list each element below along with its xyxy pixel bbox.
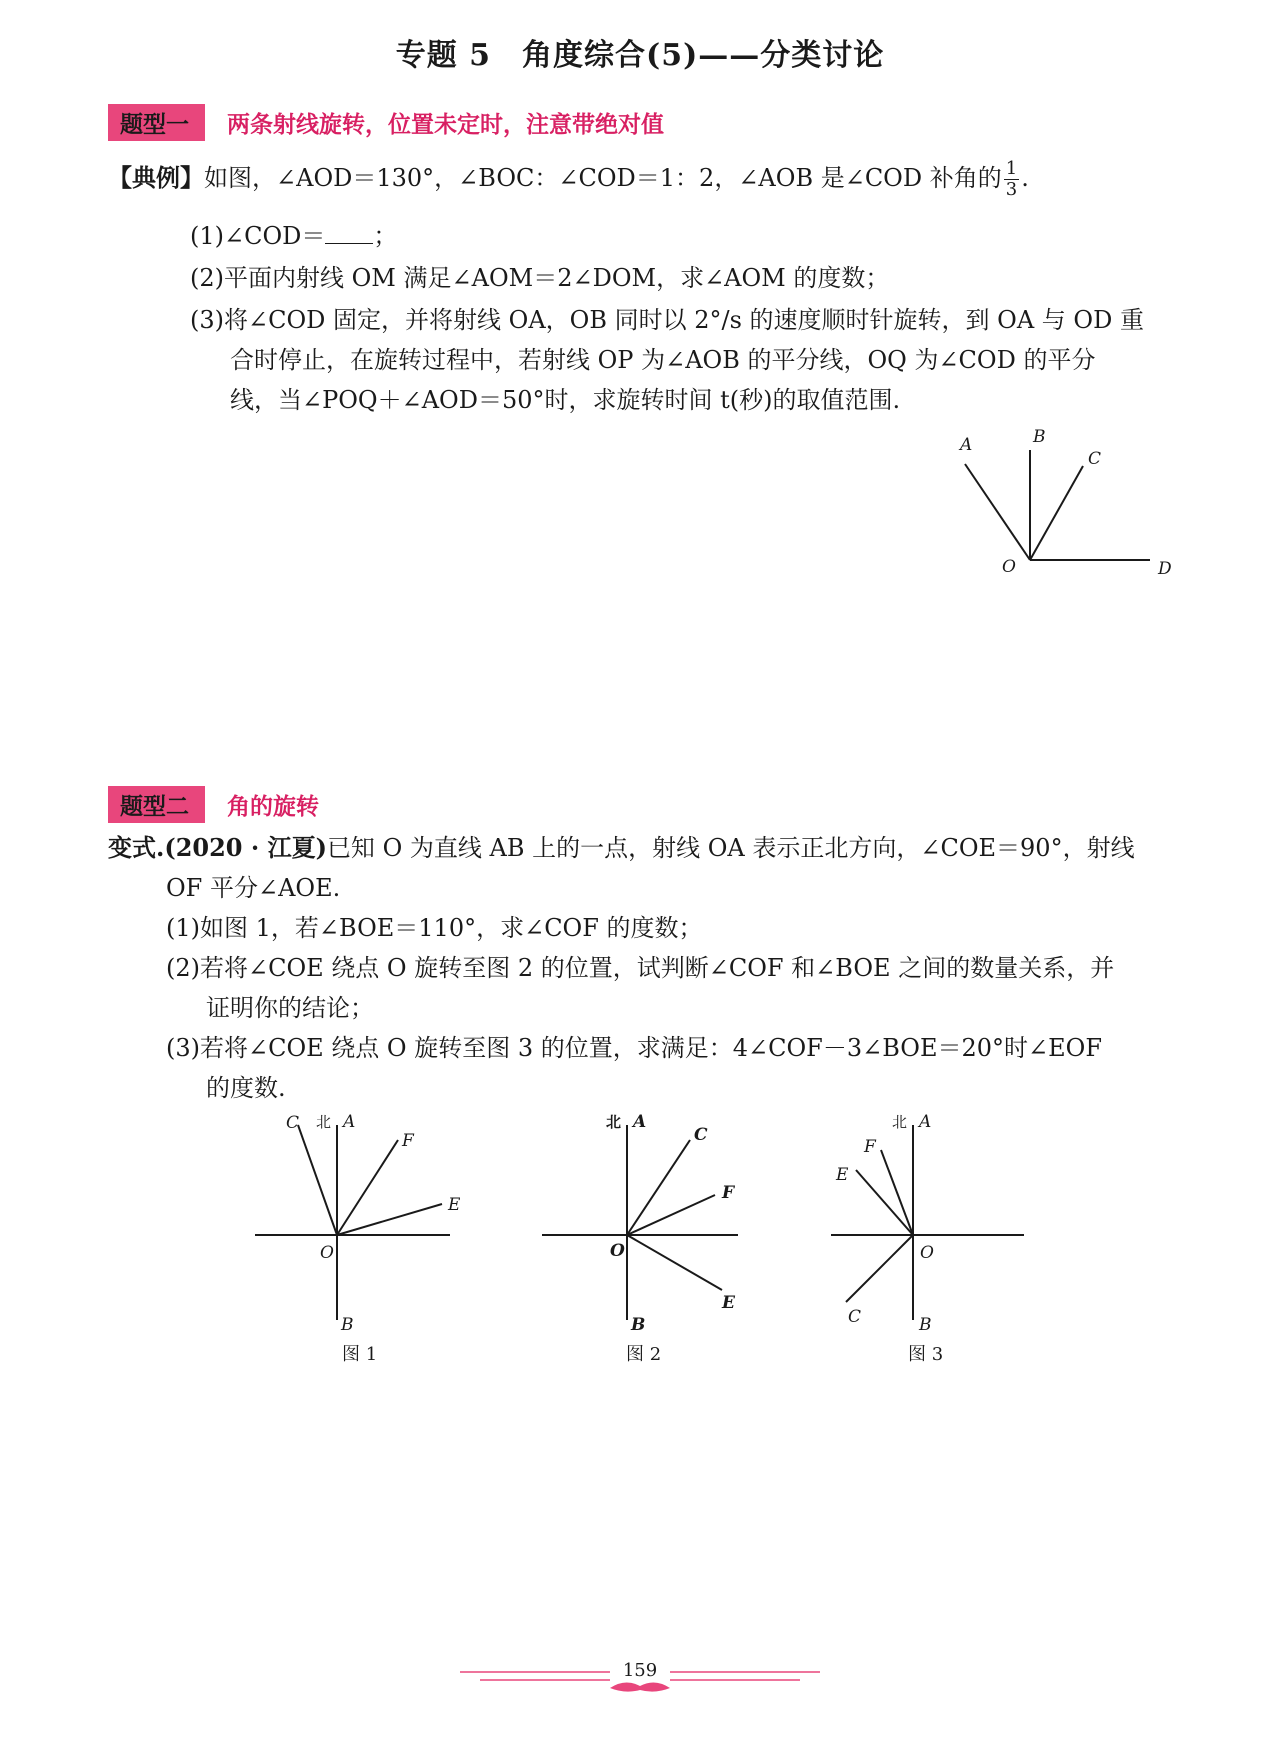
fig1-label-north: 北: [316, 1113, 332, 1131]
example-stem: [108, 158, 1188, 200]
variant-stem: [108, 828, 1188, 868]
fig2-label-f: F: [722, 1183, 735, 1203]
page-title: 专题 5 角度综合(5)——分类讨论: [395, 38, 885, 73]
fig2-label-b: B: [631, 1315, 646, 1335]
variant-q3-line2: 的度数.: [206, 1074, 286, 1102]
page-number: 159: [622, 1660, 658, 1681]
fig3-label-a: A: [919, 1112, 932, 1132]
fig2-label-north: 北: [606, 1113, 622, 1131]
ray-oa: [965, 464, 1030, 560]
label-d: D: [1158, 559, 1172, 579]
fig1-label-b: B: [341, 1315, 354, 1335]
label-c: C: [1088, 449, 1102, 469]
example-q1-end: ；: [373, 222, 398, 250]
ray-oc: [1030, 466, 1083, 560]
fig2-label-o: O: [610, 1241, 625, 1261]
fraction-numerator: 1: [1005, 158, 1018, 179]
section-header-1: [108, 104, 664, 141]
label-o: O: [1002, 557, 1016, 577]
fraction-denominator: 3: [1005, 179, 1018, 200]
fig3-label-f: F: [864, 1137, 876, 1157]
section-header-2: [108, 786, 319, 823]
fraction: [1004, 159, 1019, 200]
variant-stem-line2: OF 平分∠AOE.: [166, 874, 341, 902]
example-stem-end: .: [1021, 164, 1029, 192]
example-q3-line2: 合时停止，在旋转过程中，若射线 OP 为∠AOB 的平分线，OQ 为∠COD 的平分: [230, 346, 1096, 374]
fig3-label-o: O: [920, 1243, 934, 1263]
fig3-label-e: E: [836, 1165, 849, 1185]
example-q3-line3: 线，当∠POQ＋∠AOD＝50°时，求旋转时间 t(秒)的取值范围.: [230, 386, 901, 414]
fig1-label-o: O: [320, 1243, 334, 1263]
variant-q3-line1: (3)若将∠COE 绕点 O 旋转至图 3 的位置，求满足：4∠COF－3∠BOE＝20°时∠EOF: [166, 1034, 1102, 1062]
example-q2: (2)平面内射线 OM 满足∠AOM＝2∠DOM，求∠AOM 的度数；: [190, 264, 890, 292]
figure-3: [826, 1110, 1046, 1370]
fig1-label-e: E: [448, 1195, 460, 1215]
variant-q2-line1: (2)若将∠COE 绕点 O 旋转至图 2 的位置，试判断∠COF 和∠BOE 之间的数量关系，并: [166, 954, 1115, 982]
fig1-caption: 图 1: [342, 1344, 378, 1365]
section-tag-2: 题型二: [108, 786, 205, 823]
fig3-caption: 图 3: [908, 1344, 944, 1365]
fig3-label-c: C: [848, 1307, 862, 1327]
book-icon: [610, 1682, 670, 1691]
fig3-label-north: 北: [892, 1113, 908, 1131]
label-b: B: [1033, 427, 1046, 447]
example-q1-text: (1)∠COD＝: [190, 222, 326, 250]
fig2-label-c: C: [694, 1125, 708, 1145]
fig1-label-f: F: [402, 1131, 414, 1151]
label-a: A: [960, 435, 973, 455]
variant-q1: (1)如图 1，若∠BOE＝110°，求∠COF 的度数；: [166, 914, 703, 942]
figure-2: [540, 1110, 760, 1370]
example-q1: [190, 216, 397, 256]
fig2-label-e: E: [722, 1293, 735, 1313]
figure-1: [250, 1110, 460, 1370]
variant-stem-line1: 已知 O 为直线 AB 上的一点，射线 OA 表示正北方向，∠COE＝90°，射线: [326, 834, 1135, 862]
example-label: 【典例】: [108, 163, 204, 192]
answer-blank: [325, 219, 373, 244]
fig2-caption: 图 2: [626, 1344, 662, 1365]
fig1-label-c: C: [286, 1113, 300, 1133]
variant-q2-line2: 证明你的结论；: [206, 994, 374, 1022]
section-heading-1: 两条射线旋转，位置未定时，注意带绝对值: [227, 112, 664, 138]
fig3-label-b: B: [919, 1315, 932, 1335]
example-q3-line1: (3)将∠COD 固定，并将射线 OA，OB 同时以 2°/s 的速度顺时针旋转，到 OA 与 OD 重: [190, 306, 1144, 334]
section-tag-1: 题型一: [108, 104, 205, 141]
fig2-label-a: A: [633, 1112, 647, 1132]
fig1-label-a: A: [343, 1112, 356, 1132]
section-heading-2: 角的旋转: [227, 794, 319, 820]
example-stem-text: 如图，∠AOD＝130°，∠BOC：∠COD＝1：2，∠AOB 是∠COD 补角的: [204, 164, 1002, 192]
variant-label: 变式.(2020 · 江夏): [108, 833, 327, 862]
example-figure: [940, 420, 1180, 580]
